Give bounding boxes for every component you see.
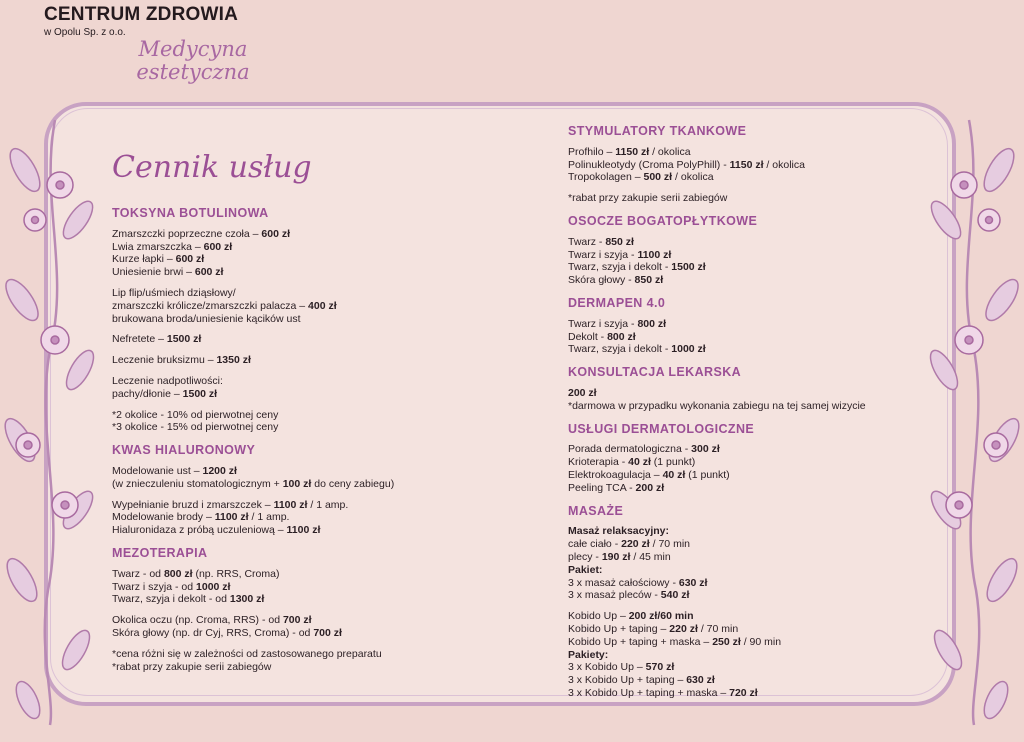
price-line: Modelowanie ust – 1200 zł — [112, 464, 237, 477]
price-line: zmarszczki królicze/zmarszczki palacza – 400 zł — [112, 299, 337, 312]
note-line: *2 okolice - 10% od pierwotnej ceny — [112, 408, 279, 421]
price-line: Kobido Up + taping + maska – 250 zł / 90 min — [568, 635, 782, 648]
section-title: USŁUGI DERMATOLOGICZNE — [568, 421, 755, 436]
note-group — [112, 648, 462, 674]
price-line: Twarz - od 800 zł (np. RRS, Croma) — [112, 567, 280, 580]
section-title: MEZOTERAPIA — [112, 545, 208, 560]
price-group — [112, 614, 462, 640]
brand-title: CENTRUM ZDROWIA — [44, 4, 239, 25]
section-toksyna — [112, 207, 462, 434]
note-line: *rabat przy zakupie serii zabiegów — [112, 660, 272, 673]
price-group — [112, 228, 462, 279]
section-dermapen — [568, 297, 938, 356]
price-line: Zmarszczki poprzeczne czoła – 600 zł — [112, 227, 290, 240]
note-group — [112, 409, 462, 435]
brand-subtitle: w Opolu Sp. z o.o. — [44, 27, 126, 38]
price-line: 3 x Kobido Up + taping + maska – 720 zł — [568, 686, 758, 699]
right-column — [568, 125, 938, 710]
price-group — [112, 375, 462, 401]
price-line: Kurze łapki – 600 zł — [112, 253, 205, 266]
price-line: Polinukleotydy (Croma PolyPhill) - 1150 zł / okolica — [568, 158, 805, 171]
price-line: Porada dermatologiczna - 300 zł — [568, 443, 720, 456]
text-line: Lip flip/uśmiech dziąsłowy/ — [112, 286, 236, 299]
price-group — [568, 146, 938, 184]
price-line: Wypełnianie bruzd i zmarszczek – 1100 zł / 1 amp. — [112, 498, 349, 511]
price-line: Twarz - 850 zł — [568, 235, 634, 248]
section-stymulatory — [568, 125, 938, 205]
price-line: Kobido Up – 200 zł/60 min — [568, 610, 694, 623]
price-line: Lwia zmarszczka – 600 zł — [112, 240, 233, 253]
note-line: *darmowa w przypadku wykonania zabiegu na tej samej wizycie — [568, 399, 866, 412]
section-title: MASAŻE — [568, 503, 624, 518]
price-line: Profhilo – 1150 zł / okolica — [568, 145, 691, 158]
price-line: Uniesienie brwi – 600 zł — [112, 266, 224, 279]
price-line: Kobido Up + taping – 220 zł / 70 min — [568, 622, 739, 635]
price-line: Krioterapia - 40 zł (1 punkt) — [568, 456, 696, 469]
note-line: *cena różni się w zależności od zastosowanego preparatu — [112, 647, 382, 660]
price-group — [112, 333, 462, 346]
price-line: Skóra głowy (np. dr Cyj, RRS, Croma) - od 700 zł — [112, 626, 342, 639]
price-line: 200 zł — [568, 386, 597, 399]
section-dermatologiczne — [568, 423, 938, 495]
floral-vine-left-icon — [0, 110, 110, 730]
section-title: KWAS HIALURONOWY — [112, 443, 256, 458]
price-line: 3 x masaż całościowy - 630 zł — [568, 576, 708, 589]
price-line: Peeling TCA - 200 zł — [568, 481, 665, 494]
price-group — [112, 465, 462, 491]
price-line: 3 x masaż pleców - 540 zł — [568, 589, 690, 602]
note-line: *rabat przy zakupie serii zabiegów — [568, 192, 728, 205]
section-konsultacja — [568, 366, 938, 412]
brand-block — [44, 4, 238, 38]
price-line: Twarz i szyja - od 1000 zł — [112, 580, 231, 593]
price-line: Twarz, szyja i dekolt - od 1300 zł — [112, 593, 265, 606]
price-line: Okolica oczu (np. Croma, RRS) - od 700 zł — [112, 614, 312, 627]
price-group — [112, 287, 462, 325]
price-line: Elektrokoagulacja – 40 zł (1 punkt) — [568, 468, 730, 481]
price-group — [112, 568, 462, 606]
price-line: Tropokolagen – 500 zł / okolica — [568, 171, 714, 184]
section-title: STYMULATORY TKANKOWE — [568, 124, 747, 138]
price-line: 3 x Kobido Up + taping – 630 zł — [568, 674, 715, 687]
price-line: Twarz i szyja - 1100 zł — [568, 248, 672, 261]
price-line: Leczenie bruksizmu – 1350 zł — [112, 354, 251, 367]
price-line: Skóra głowy - 850 zł — [568, 274, 664, 287]
price-group — [568, 525, 938, 602]
price-line: plecy - 190 zł / 45 min — [568, 550, 671, 563]
price-line: pachy/dłonie – 1500 zł — [112, 387, 218, 400]
page-title: Cennik usług — [112, 150, 312, 185]
section-mezo — [112, 547, 462, 673]
section-title: DERMAPEN 4.0 — [568, 295, 666, 310]
section-kwas — [112, 444, 462, 537]
group-heading: Pakiet: — [568, 563, 603, 576]
price-group — [112, 354, 462, 367]
section-title: OSOCZE BOGATOPŁYTKOWE — [568, 213, 758, 228]
price-line: Nefretete – 1500 zł — [112, 333, 202, 346]
price-line: Twarz, szyja i dekolt - 1500 zł — [568, 261, 706, 274]
section-title: KONSULTACJA LEKARSKA — [568, 365, 742, 380]
brand-script-line1: Medycyna — [138, 37, 248, 61]
price-line: Modelowanie brody – 1100 zł / 1 amp. — [112, 511, 290, 524]
price-line: 3 x Kobido Up – 570 zł — [568, 661, 675, 674]
left-column — [112, 207, 462, 683]
group-heading: Pakiety: — [568, 648, 609, 661]
price-line: Twarz, szyja i dekolt - 1000 zł — [568, 343, 706, 356]
price-group — [568, 610, 938, 700]
text-line: Leczenie nadpotliwości: — [112, 374, 223, 387]
price-line: Hialuronidaza z próbą uczuleniową – 1100 zł — [112, 524, 321, 537]
section-masaze — [568, 505, 938, 700]
price-line: całe ciało - 220 zł / 70 min — [568, 538, 690, 551]
section-osocze — [568, 215, 938, 287]
price-line: Dekolt - 800 zł — [568, 330, 636, 343]
price-line: (w znieczuleniu stomatologicznym + 100 zł do ceny zabiegu) — [112, 477, 395, 490]
section-title: TOKSYNA BOTULINOWA — [112, 206, 269, 220]
text-line: brukowana broda/uniesienie kącików ust — [112, 312, 301, 325]
note-line: *3 okolice - 15% od pierwotnej ceny — [112, 421, 279, 434]
brand-script-line2: estetyczna — [136, 60, 250, 84]
price-line: Twarz i szyja - 800 zł — [568, 317, 667, 330]
group-heading: Masaż relaksacyjny: — [568, 525, 669, 538]
brand-script — [118, 38, 268, 84]
price-group — [112, 499, 462, 537]
